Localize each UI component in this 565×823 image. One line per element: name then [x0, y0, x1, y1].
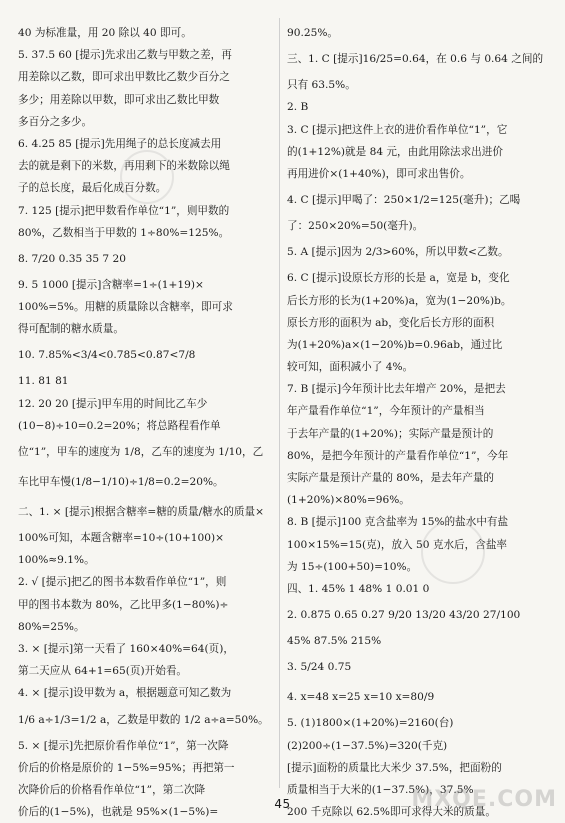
answer-line-right: 于去年产量的(1+20%)；实际产量是预计的 [287, 427, 494, 440]
answer-line-right: 4. x=48 x=25 x=10 x=80/9 [287, 691, 435, 704]
answer-line-left: 80%=25%。 [18, 620, 85, 633]
answer-line-right: 三、1. C [提示]16/25=0.64，在 0.6 与 0.64 之间的 [287, 53, 544, 66]
answer-line-left: 子的总长度，最后化成百分数。 [18, 182, 167, 195]
answer-line-right: 2. 0.875 0.65 0.27 9/20 13/20 43/20 27/100 [287, 609, 521, 622]
answer-line-left: 100%≈9.1%。 [18, 554, 95, 567]
answer-line-left: 80%，乙数相当于甲数的 1÷80%=125%。 [18, 226, 230, 239]
answer-line-left: 2. √ [提示]把乙的图书本数看作单位“1”，则 [18, 576, 227, 589]
answer-line-right: 6. C [提示]设原长方形的长是 a，宽是 b，变化 [287, 272, 510, 285]
answer-line-right: 了：250×20%=50(毫升)。 [287, 220, 424, 233]
answer-line-right: 200 千克除以 62.5%即可求得大米的质量。 [287, 806, 496, 819]
answer-line-right: 5. A [提示]因为 2/3>60%，所以甲数<乙数。 [287, 246, 509, 259]
answer-line-left: 12. 20 20 [提示]甲车用的时间比乙车少 [18, 397, 208, 410]
answer-line-left: 8. 7/20 0.35 35 7 20 [18, 252, 127, 265]
answer-line-left: 第二天应从 64+1=65(页)开始看。 [18, 665, 188, 678]
watermark-stamp-icon [120, 150, 174, 204]
answer-line-left: 得可配制的糖水质量。 [18, 323, 124, 336]
answer-line-right: 2. B [287, 101, 309, 114]
answer-line-right: 7. B [提示]今年预计比去年增产 20%，是把去 [287, 383, 506, 396]
answer-line-left: 11. 81 81 [18, 375, 69, 388]
left-column [18, 22, 275, 823]
answer-line-right: 原长方形的面积为 ab，变化后长方形的面积 [287, 316, 495, 329]
answer-line-left: (10−8)÷10=0.2=20%；将总路程看作单 [18, 419, 221, 432]
answer-line-left: 1/6 a÷1/3=1/2 a，乙数是甲数的 1/2 a÷a=50%。 [18, 713, 269, 726]
answer-line-left: 7. 125 [提示]把甲数看作单位“1”，则甲数的 [18, 204, 230, 217]
answer-line-left: 用差除以乙数，即可求出甲数比乙数少百分之 [18, 71, 230, 84]
answer-line-right: 质量相当于大米的(1−37.5%)，37.5% [287, 783, 474, 796]
answer-line-left: 价后的(1−5%)，也就是 95%×(1−5%)= [18, 806, 219, 819]
answer-line-right: 年产量看作单位“1”，今年预计的产量相当 [287, 405, 485, 418]
answer-line-right: 只有 63.5%。 [287, 79, 356, 92]
answer-line-right: 的(1+12%)就是 84 元，由此用除法求出进价 [287, 145, 503, 158]
answer-line-left: 3. × [提示]第一天看了 160×40%=64(页)， [18, 642, 234, 655]
answer-line-right: 较可知，面积减小了 4%。 [287, 361, 414, 374]
answer-line-right: 100×15%=15(克)，放入 50 克水后，含盐率 [287, 538, 508, 551]
answer-line-right: 为 15÷(100+50)=10%。 [287, 560, 418, 573]
answer-line-right: 为(1+20%)a×(1−20%)b=0.96ab，通过比 [287, 338, 503, 351]
answer-line-right: 后长方形的长为(1+20%)a，宽为(1−20%)b。 [287, 294, 512, 307]
answer-line-left: 多百分之多少。 [18, 115, 93, 128]
answer-line-left: 5. 37.5 60 [提示]先求出乙数与甲数之差，再 [18, 49, 232, 62]
answer-line-right: 45% 87.5% 215% [287, 635, 382, 648]
answer-line-right: 4. C [提示]甲喝了：250×1/2=125(毫升)；乙喝 [287, 194, 521, 207]
answer-line-right: 80%，是把今年预计的产量看作单位“1”，今年 [287, 449, 509, 462]
answer-line-left: 次降价后的价格看作单位“1”，第二次降 [18, 783, 206, 796]
page-number: 45 [274, 797, 291, 811]
answer-line-right: 3. C [提示]把这件上衣的进价看作单位“1”，它 [287, 123, 508, 136]
answer-line-left: 6. 4.25 85 [提示]先用绳子的总长度减去用 [18, 137, 222, 150]
answer-line-left: 4. × [提示]设甲数为 a，根据题意可知乙数为 [18, 687, 232, 700]
answer-line-right: (1+20%)×80%=96%。 [287, 494, 410, 507]
answer-line-right: 再用进价×(1+40%)，即可求出售价。 [287, 167, 471, 180]
watermark-logo [407, 752, 557, 814]
answer-line-left: 100%可知，本题含糖率=10÷(10+100)× [18, 532, 224, 544]
answer-line-left: 9. 5 1000 [提示]含糖率=1÷(1+19)× [18, 278, 204, 291]
watermark-stamp-icon [421, 520, 485, 584]
answer-line-left: 二、1. × [提示]根据含糖率=糖的质量/糖水的质量× [18, 506, 264, 518]
answer-line-right: 5. (1)1800×(1+20%)=2160(台) [287, 717, 454, 730]
answer-line-left: 40 为标准量，用 20 除以 40 即可。 [18, 27, 192, 39]
watermark-text: MXQE.COM [411, 787, 557, 812]
answer-line-left: 10. 7.85%<3/4<0.785<0.87<7/8 [18, 349, 196, 362]
answer-line-left: 车比甲车慢(1/8−1/10)÷1/8=0.2=20%。 [18, 476, 224, 488]
answer-line-left: 5. × [提示]先把原价看作单位“1”，第一次降 [18, 739, 229, 752]
right-column [287, 22, 549, 823]
answer-line-right: 3. 5/24 0.75 [287, 661, 352, 674]
answer-line-left: 价后的价格是原价的 1−5%=95%；再把第一 [18, 761, 235, 774]
answer-line-right: 8. B [提示]100 克含盐率为 15%的盐水中有盐 [287, 516, 509, 529]
column-divider [279, 18, 280, 788]
answer-line-right: 实际产量是预计产量的 80%，是去年产量的 [287, 472, 495, 484]
answer-line-left: 位“1”，甲车的速度为 1/8，乙车的速度为 1/10，乙 [18, 446, 264, 458]
answer-line-right: (2)200÷(1−37.5%)=320(千克) [287, 739, 448, 752]
answer-line-right: [提示]面粉的质量比大米少 37.5%，把面粉的 [287, 761, 502, 774]
answer-line-left: 去的就是剩下的米数，再用剩下的米数除以绳 [18, 160, 230, 173]
answer-line-right: 90.25%。 [287, 27, 338, 39]
answer-line-left: 100%=5%。用糖的质量除以含糖率，即可求 [18, 301, 233, 314]
answer-line-left: 甲的图书本数为 80%，乙比甲多(1−80%)÷ [18, 598, 229, 611]
answer-line-left: 多少；用差除以甲数，即可求出乙数比甲数 [18, 93, 220, 106]
answer-line-right: 四、1. 45% 1 48% 1 0.01 0 [287, 582, 430, 595]
